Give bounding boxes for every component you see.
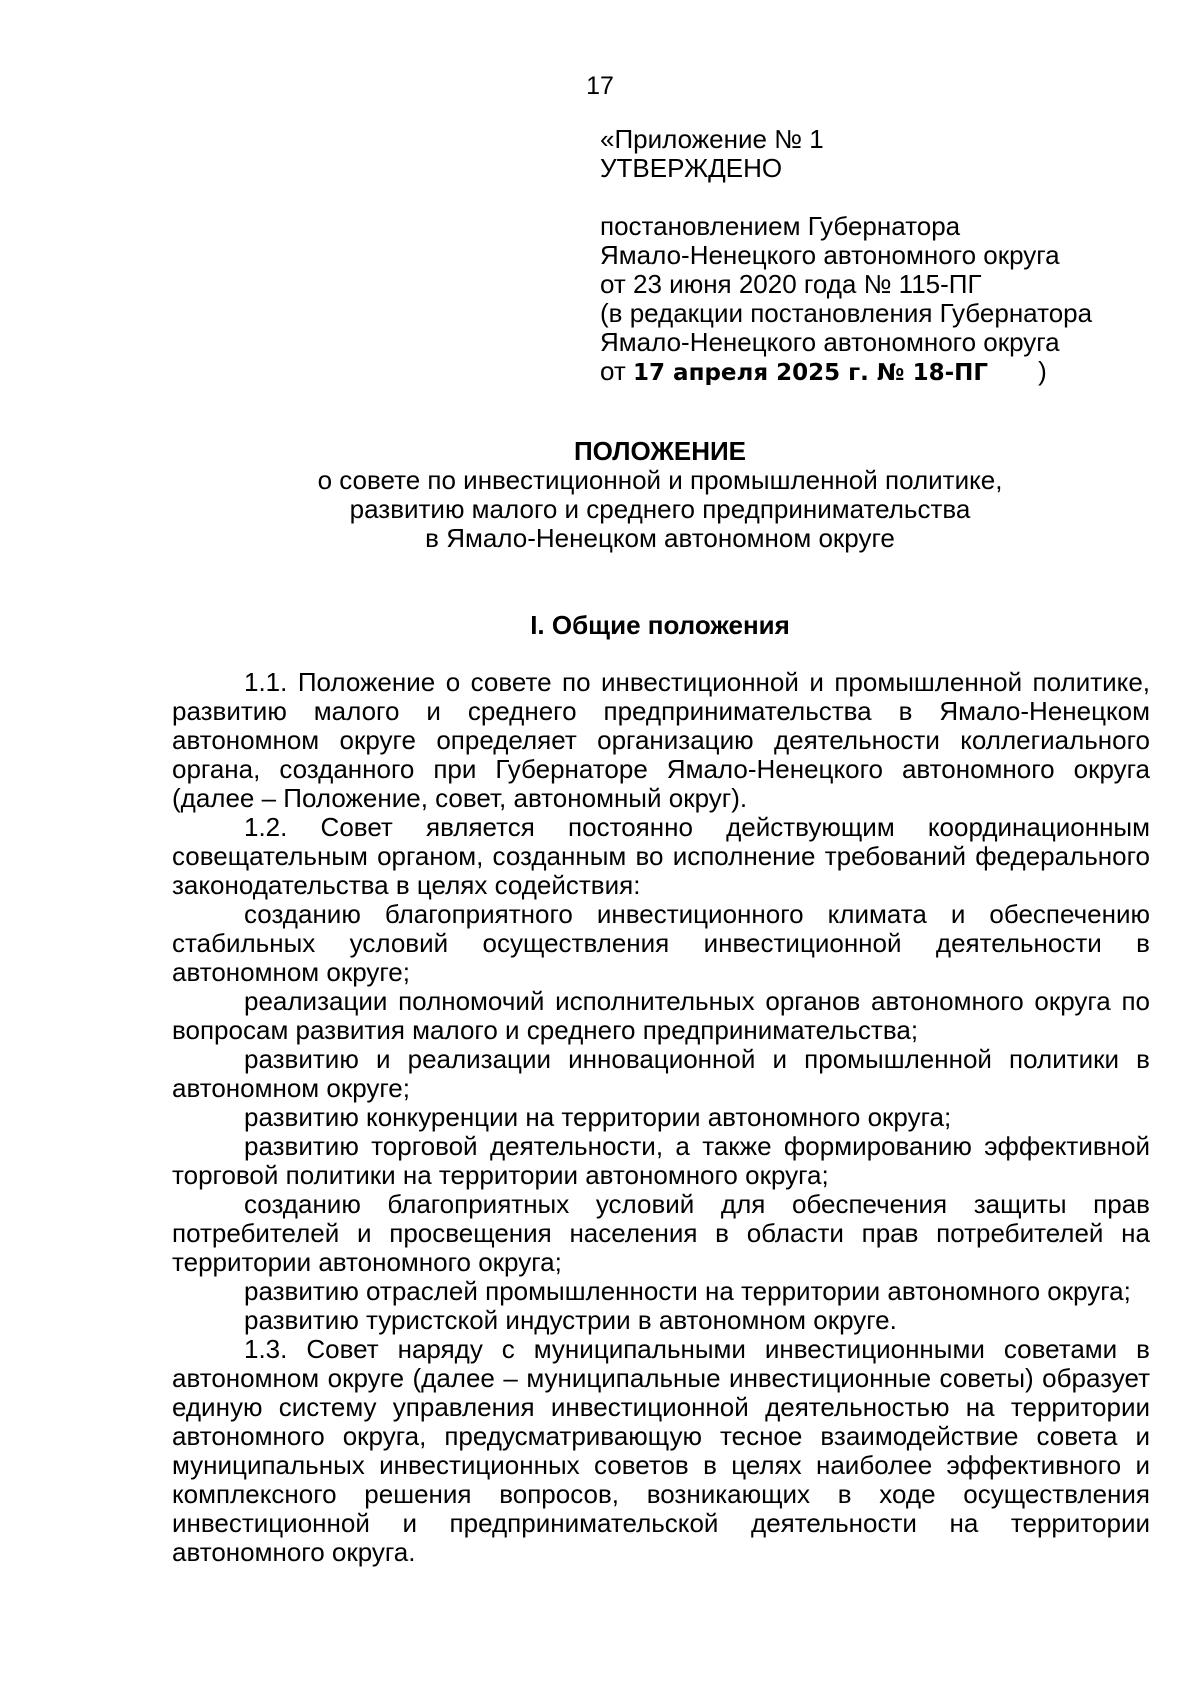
decree-line-3: от 23 июня 2020 года № 115-ПГ [600, 269, 982, 299]
page-number: 17 [586, 72, 614, 100]
list-item-industry: развитию отраслей промышленности на территории автономного округа; [244, 1276, 1131, 1306]
list-item-investment-climate: созданию благоприятного инвестиционного климата и обеспечению стабильных условий осуществления инвестиционной деятельности в автономном округе; [172, 899, 1150, 987]
document-subtitle-line-3: в Ямало-Ненецком автономном округе [425, 523, 895, 553]
approval-gap [600, 183, 1160, 212]
paragraph-1-1: 1.1. Положение о совете по инвестиционной и промышленной политике, развитию малого и среднего предпринимательства в Ямало-Ненецком автономном округе определяет организацию деятельности коллегиального органа, созданного при Губернаторе Ямало-Ненецкого автономного округа (далее – Положение, совет, автономный округ). [172, 667, 1150, 813]
paragraph-1-3: 1.3. Совет наряду с муниципальными инвестиционными советами в автономном округе (далее – муниципальные инвестиционные советы) образует единую систему управления инвестиционной деятельностью на территории автономного округа, предусматривающую тесное взаимодействие совета и муниципальных инвестиционных советов в целях наиболее эффективного и комплексного решения вопросов, возникающих в ходе осуществления инвестиционной и предпринимательской деятельности на территории автономного округа. [172, 1334, 1150, 1567]
document-title-block [170, 437, 1150, 553]
list-item-competition: развитию конкуренции на территории автономного округа; [244, 1102, 952, 1132]
approved-label: УТВЕРЖДЕНО [600, 153, 783, 183]
section-body [172, 668, 1150, 1567]
paragraph-1-2: 1.2. Совет является постоянно действующим координационным совещательным органом, созданным во исполнение требований федерального законодательства в целях содействия: [172, 812, 1150, 900]
revision-close: ) [1038, 356, 1047, 386]
list-item-innovation-policy: развитию и реализации инновационной и промышленной политики в автономном округе; [172, 1044, 1150, 1103]
approval-block [600, 125, 1160, 388]
list-item-tourism: развитию туристской индустрии в автономном округе. [244, 1305, 897, 1335]
list-item-trade: развитию торговой деятельности, а также формированию эффективной торговой политики на территории автономного округа; [172, 1131, 1150, 1190]
section-heading: I. Общие положения [530, 610, 790, 640]
document-subtitle-line-1: о совете по инвестиционной и промышленной политике, [317, 465, 1003, 495]
revision-date: 17 апреля 2025 г. № 18-ПГ [633, 360, 989, 386]
list-item-consumer-rights: созданию благоприятных условий для обеспечения защиты прав потребителей и просвещения населения в области прав потребителей на территории автономного округа; [172, 1189, 1150, 1277]
document-title: ПОЛОЖЕНИЕ [573, 436, 747, 466]
list-item-smb-powers: реализации полномочий исполнительных органов автономного округа по вопросам развития малого и среднего предпринимательства; [172, 986, 1150, 1045]
decree-line-1: постановлением Губернатора [600, 211, 961, 241]
revision-line-2: Ямало-Ненецкого автономного округа [600, 327, 1060, 357]
document-subtitle-line-2: развитию малого и среднего предпринимательства [349, 494, 971, 524]
decree-line-2: Ямало-Ненецкого автономного округа [600, 240, 1060, 270]
revision-line-3 [600, 357, 1160, 388]
annex-label: «Приложение № 1 [600, 124, 824, 154]
revision-line-1: (в редакции постановления Губернатора [600, 298, 1093, 328]
revision-prefix: от [600, 356, 626, 386]
